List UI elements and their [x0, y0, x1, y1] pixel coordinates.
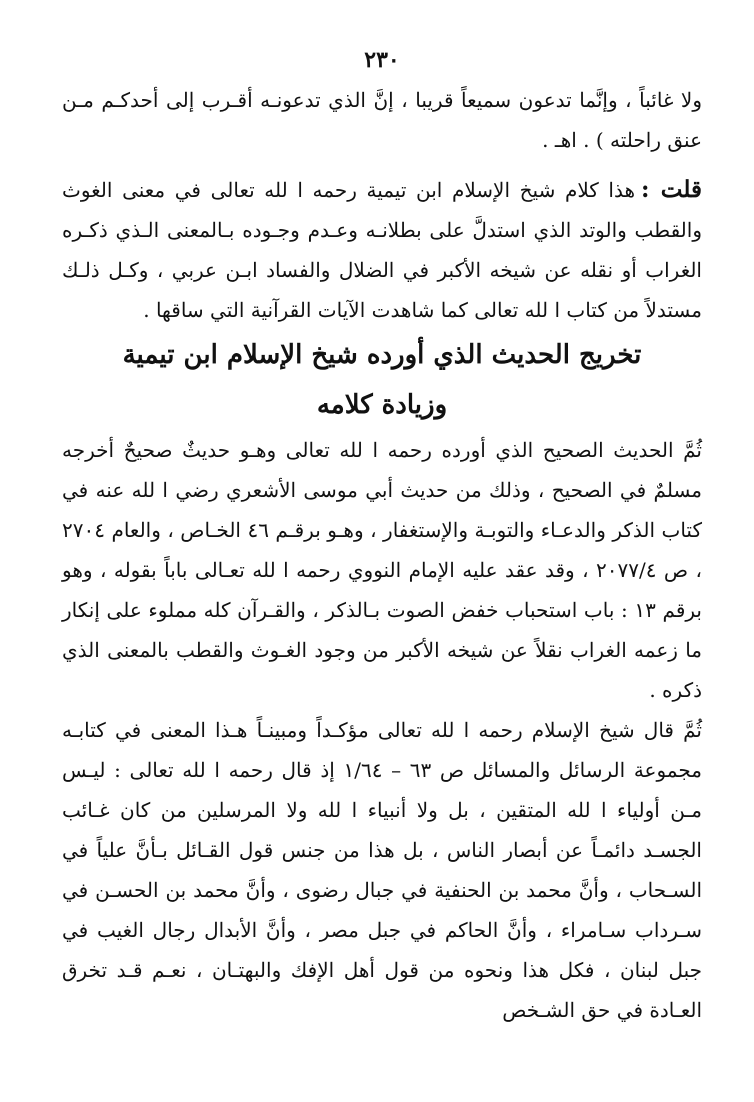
comment-lead: قلت : [641, 176, 702, 203]
comment-paragraph [62, 170, 702, 330]
section-heading-line1: تخريج الحديث الذي أورده شيخ الإسلام ابن تيمية [122, 340, 642, 370]
book-page [62, 40, 702, 1030]
paragraph-gap [62, 160, 702, 170]
page-number: ٢٣٠ [364, 47, 400, 73]
quote-continuation: ولا غائباً ، وإنَّما تدعون سميعاً قريبا ، إنَّ الذي تدعونـه أقـرب إلى أحدكـم مـن عنق راحلته ) . اهـ . [62, 88, 702, 152]
hadith-paragraph: ثُمَّ الحديث الصحيح الذي أورده رحمه ا لله تعالى وهـو حديثٌ صحيحٌ أخرجه مسلمٌ في الصحيح ، وذلك من حديث أبي موسى الأشعري رضي ا لله عنه في كتاب الذكر والدعـاء والتوبـة والإستغفار ، وهـو برقـم ٤٦ الخـاص ، والعام ٢٧٠٤ ، ص ٢٠٧٧/٤ ، وقد عقد عليه الإمام النووي رحمه ا لله تعـالى باباً بقوله ، وهو برقم ١٣ : باب استحباب خفض الصوت بـالذكر ، والقـرآن كله مملوء على إنكار ما زعمه الغراب نقلاً عن شيخه الأكبر من وجود الغـوث والقطب بالمعنى الذي ذكره . [62, 438, 702, 702]
comment-text: هذا كلام شيخ الإسلام ابن تيمية رحمه ا لله تعالى في معنى الغوث والقطب والوتد الذي استدلَّ على بطلانـه وعـدم وجـوده بـالمعنى الـذي ذكـره الغراب أو نقله عن شيخه الأكبر في الضلال والفساد ابـن عربي ، وكـل ذلـك مستدلاً من كتاب ا لله تعالى كما شاهدت الآيات القرآنية التي ساقها . [62, 178, 702, 322]
section-heading-line2: وزيادة كلامه [316, 390, 448, 420]
ibn-taymiyya-paragraph: ثُمَّ قال شيخ الإسلام رحمه ا لله تعالى مؤكـداً ومبينـاً هـذا المعنى في كتابـه مجموعة الرسائل والمسائل ص ٦٣ – ١/٦٤ إذ قال رحمه ا لله تعالى : ليـس مـن أولياء ا لله المتقين ، بل ولا أنبياء ا لله ولا المرسلين من كان غـائب الجسـد دائمـاً عن أبصار الناس ، بل هذا من جنس قول القـائل بـأنَّ علياً في السـحاب ، وأنَّ محمد بن الحنفية في جبال رضوى ، وأنَّ محمد بن الحسـن في سـرداب سـامراء ، وأنَّ الحاكم في جبل مصر ، وأنَّ الأبدال رجال الغيب في جبل لبنان ، فكل هذا ونحوه من قول أهل الإفك والبهتـان ، نعـم قـد تخرق العـادة في حق الشـخص [62, 718, 702, 1022]
